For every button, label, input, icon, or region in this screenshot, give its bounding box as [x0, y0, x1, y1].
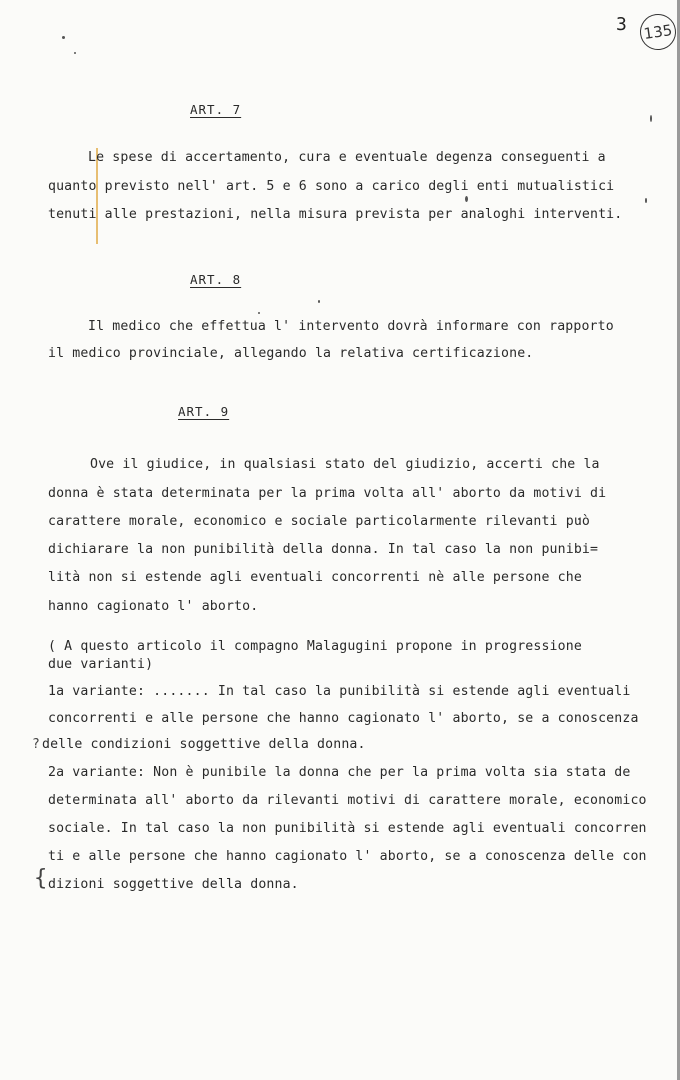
- scan-speck: [650, 115, 652, 122]
- stamp-number: 135: [642, 21, 674, 43]
- art9-heading: ART. 9: [178, 404, 230, 419]
- art7-line: Le spese di accertamento, cura e eventuale degenza conseguenti a: [88, 150, 606, 165]
- note-line: due varianti): [48, 657, 154, 672]
- scan-speck: [465, 196, 468, 202]
- scan-speck: [258, 312, 260, 314]
- scan-speck: [318, 300, 320, 303]
- variant1-line: 1a variante: ....... In tal caso la punibilità si estende agli eventuali: [48, 684, 631, 699]
- margin-question-mark: ?: [32, 737, 40, 752]
- art9-line: donna è stata determinata per la prima volta all' aborto da motivi di: [48, 486, 607, 501]
- art9-line: Ove il giudice, in qualsiasi stato del giudizio, accerti che la: [90, 457, 600, 472]
- variant2-line: sociale. In tal caso la non punibilità si estende agli eventuali concorren: [48, 821, 647, 836]
- art9-line: lità non si estende agli eventuali concorrenti nè alle persone che: [48, 570, 582, 585]
- archive-stamp: [638, 12, 679, 53]
- variant2-line: ti e alle persone che hanno cagionato l' aborto, se a conoscenza delle con: [48, 849, 647, 864]
- art9-line: dichiarare la non punibilità della donna. In tal caso la non punibi=: [48, 542, 599, 557]
- art8-line: il medico provinciale, allegando la relativa certificazione.: [48, 346, 534, 361]
- art8-line: Il medico che effettua l' intervento dovrà informare con rapporto: [88, 319, 614, 334]
- margin-brace-mark: {: [34, 866, 48, 891]
- variant2-line: dizioni soggettive della donna.: [48, 877, 299, 892]
- note-line: ( A questo articolo il compagno Malagugini propone in progressione: [48, 639, 582, 654]
- scan-speck: [62, 36, 65, 39]
- art9-line: carattere morale, economico e sociale particolarmente rilevanti può: [48, 514, 590, 529]
- art7-heading: ART. 7: [190, 102, 242, 117]
- variant2-line: 2a variante: Non è punibile la donna che per la prima volta sia stata de: [48, 765, 631, 780]
- art7-line: quanto previsto nell' art. 5 e 6 sono a carico degli enti mutualistici: [48, 179, 615, 194]
- art7-line: tenuti alle prestazioni, nella misura prevista per analoghi interventi.: [48, 207, 623, 222]
- scan-speck: [74, 52, 76, 54]
- art9-line: hanno cagionato l' aborto.: [48, 599, 259, 614]
- variant1-line: concorrenti e alle persone che hanno cagionato l' aborto, se a conoscenza: [48, 711, 639, 726]
- page-number: 3: [616, 14, 627, 35]
- variant1-line: delle condizioni soggettive della donna.: [42, 737, 366, 752]
- variant2-line: determinata all' aborto da rilevanti motivi di carattere morale, economico: [48, 793, 647, 808]
- art8-heading: ART. 8: [190, 272, 242, 287]
- scan-speck: [645, 198, 647, 203]
